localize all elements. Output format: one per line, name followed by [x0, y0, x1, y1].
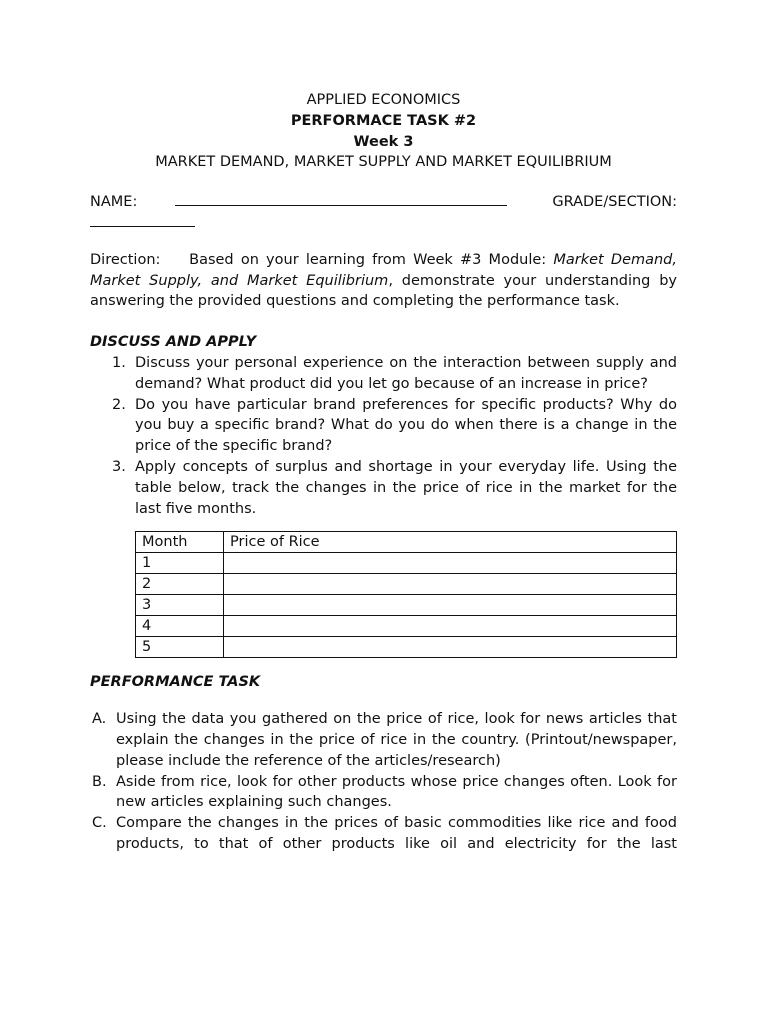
- list-item: [90, 353, 677, 395]
- list-item: [90, 395, 677, 457]
- month-cell: 1: [136, 553, 224, 574]
- grade-section-row: [90, 213, 677, 234]
- month-cell: 3: [136, 595, 224, 616]
- question-text: Do you have particular brand preferences for specific products? Why do you buy a specific brand? What do you do when there is a change in the price of the specific brand?: [135, 396, 677, 455]
- month-cell: 4: [136, 616, 224, 637]
- month-cell: 2: [136, 574, 224, 595]
- grade-section-blank[interactable]: [90, 214, 195, 227]
- list-item: [90, 457, 677, 519]
- direction-label: Direction:: [90, 251, 161, 268]
- task-text: Using the data you gathered on the price of rice, look for news articles that explain the changes in the price of rice in the country. (Printout/newspaper, please include the reference of the articles/research): [116, 711, 677, 769]
- list-item: [90, 772, 677, 814]
- question-text: Apply concepts of surplus and shortage in your everyday life. Using the table below, track the changes in the price of rice in the market for the last five months.: [135, 458, 677, 517]
- discuss-section-title: DISCUSS AND APPLY: [90, 334, 257, 351]
- question-text: Discuss your personal experience on the interaction between supply and demand? What product did you let go because of an increase in price?: [135, 354, 677, 392]
- direction-paragraph: [90, 250, 677, 312]
- table-row: [136, 595, 677, 616]
- task-text: Compare the changes in the prices of basic commodities like rice and food products, to that of other products like oil and electricity for the last: [116, 815, 677, 852]
- name-row: [90, 191, 677, 213]
- direction-text-before: Based on your learning from Week #3 Module:: [189, 251, 554, 268]
- column-header-month: Month: [136, 532, 224, 553]
- list-item: [90, 709, 677, 771]
- question-number: 3.: [112, 458, 126, 475]
- question-number: 2.: [112, 396, 126, 413]
- performance-task-list: [90, 709, 677, 855]
- price-cell[interactable]: [224, 637, 677, 658]
- month-cell: 5: [136, 637, 224, 658]
- task-text: Aside from rice, look for other products whose price changes often. Look for new articles explaining such changes.: [116, 773, 677, 811]
- discuss-question-list: [90, 353, 677, 519]
- task-letter: C.: [92, 815, 107, 832]
- task-letter: B.: [92, 773, 107, 790]
- module-title: Market Demand, Market Supply, and Market Equilibrium: [90, 251, 677, 289]
- name-blank[interactable]: [175, 191, 507, 206]
- column-header-price: Price of Rice: [224, 532, 677, 553]
- task-letter: A.: [92, 711, 107, 728]
- performance-task-title: PERFORMANCE TASK: [90, 674, 261, 691]
- week-title: Week 3: [353, 133, 414, 150]
- price-cell[interactable]: [224, 616, 677, 637]
- document-heading: [90, 90, 677, 173]
- price-cell[interactable]: [224, 595, 677, 616]
- rice-price-table: [135, 531, 677, 658]
- table-row: [136, 574, 677, 595]
- direction-text-after: , demonstrate your understanding by answering the provided questions and completing the performance task.: [90, 272, 677, 310]
- document-page: [90, 90, 677, 855]
- topic-title: MARKET DEMAND, MARKET SUPPLY AND MARKET EQUILIBRIUM: [155, 154, 612, 171]
- table-header-row: [136, 532, 677, 553]
- grade-section-label: GRADE/SECTION:: [552, 194, 677, 211]
- task-title: PERFORMACE TASK #2: [290, 112, 477, 129]
- table-row: [136, 616, 677, 637]
- table-row: [136, 553, 677, 574]
- subject-title: APPLIED ECONOMICS: [306, 92, 461, 108]
- price-cell[interactable]: [224, 574, 677, 595]
- price-cell[interactable]: [224, 553, 677, 574]
- name-label: NAME:: [90, 194, 138, 211]
- table-row: [136, 637, 677, 658]
- question-number: 1.: [112, 354, 126, 371]
- list-item: [90, 813, 677, 855]
